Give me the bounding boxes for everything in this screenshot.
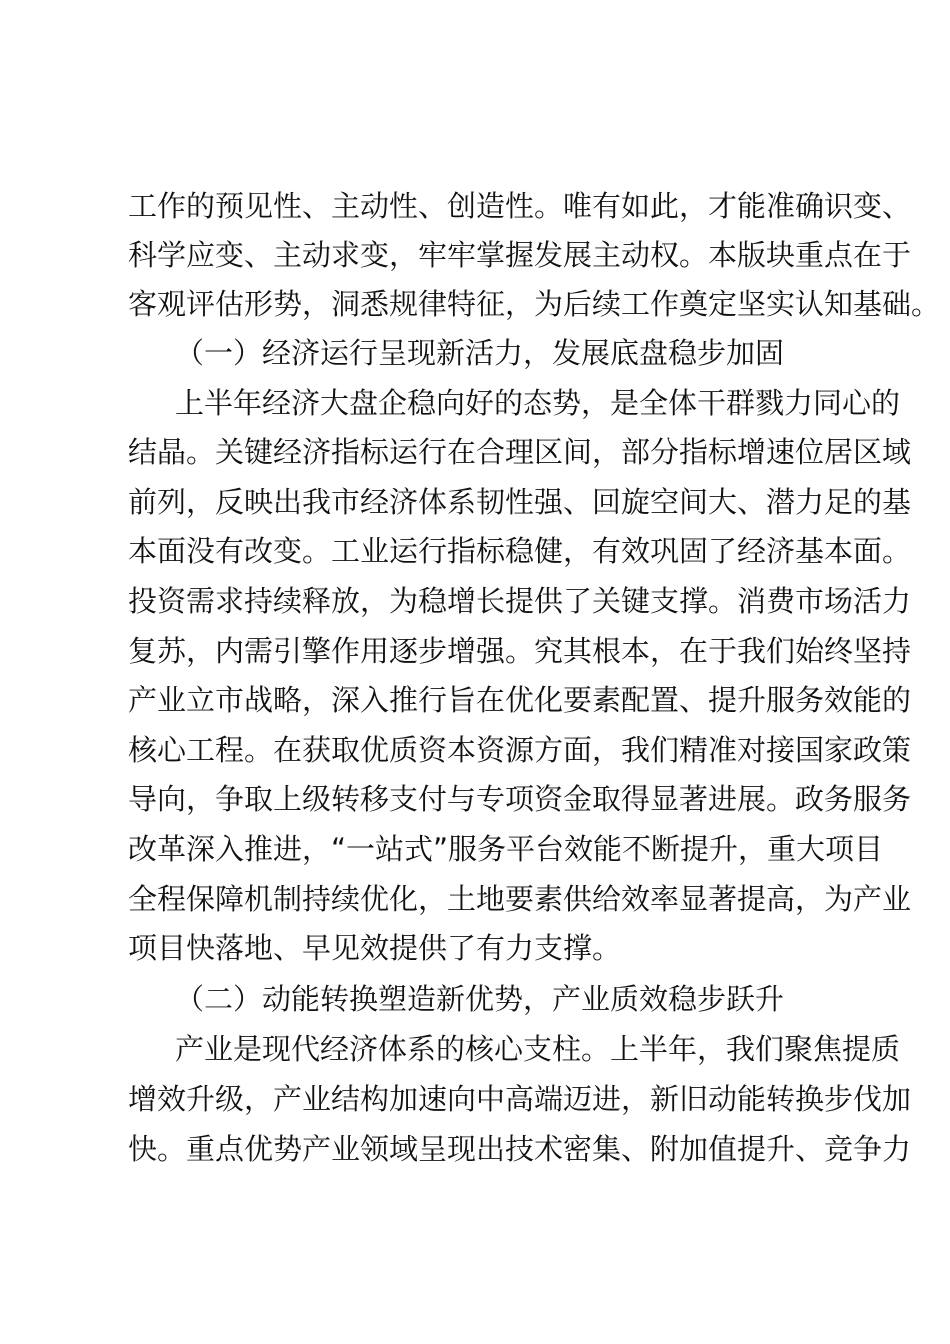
paragraph-line: 投资需求持续释放，为稳增长提供了关键支撑。消费市场活力	[128, 584, 912, 618]
section-heading: （二）动能转换塑造新优势，产业质效稳步跃升	[175, 982, 785, 1016]
paragraph-line: 工作的预见性、主动性、创造性。唯有如此，才能准确识变、	[128, 189, 912, 223]
section-heading: （一）经济运行呈现新活力，发展底盘稳步加固	[175, 336, 785, 370]
paragraph-line: 增效升级，产业结构加速向中高端迈进，新旧动能转换步伐加	[128, 1082, 912, 1116]
paragraph-line: 复苏，内需引擎作用逐步增强。究其根本，在于我们始终坚持	[128, 634, 912, 668]
paragraph-line: 快。重点优势产业领域呈现出技术密集、附加值提升、竞争力	[128, 1132, 912, 1166]
paragraph-line: 改革深入推进，“一站式”服务平台效能不断提升，重大项目	[128, 832, 884, 866]
paragraph-line: 客观评估形势，洞悉规律特征，为后续工作奠定坚实认知基础。	[128, 287, 941, 321]
paragraph-line: 产业立市战略，深入推行旨在优化要素配置、提升服务效能的	[128, 683, 912, 717]
paragraph-line: 核心工程。在获取优质资本资源方面，我们精准对接国家政策	[128, 733, 912, 767]
paragraph-line: 前列，反映出我市经济体系韧性强、回旋空间大、潜力足的基	[128, 485, 912, 519]
paragraph-line: 产业是现代经济体系的核心支柱。上半年，我们聚焦提质	[175, 1032, 901, 1066]
paragraph-line: 结晶。关键经济指标运行在合理区间，部分指标增速位居区域	[128, 435, 912, 469]
paragraph-line: 导向，争取上级转移支付与专项资金取得显著进展。政务服务	[128, 782, 912, 816]
paragraph-line: 上半年经济大盘企稳向好的态势，是全体干群戮力同心的	[175, 386, 901, 420]
paragraph-line: 本面没有改变。工业运行指标稳健，有效巩固了经济基本面。	[128, 534, 912, 568]
paragraph-line: 全程保障机制持续优化，土地要素供给效率显著提高，为产业	[128, 882, 912, 916]
paragraph-line: 科学应变、主动求变，牢牢掌握发展主动权。本版块重点在于	[128, 238, 912, 272]
paragraph-line: 项目快落地、早见效提供了有力支撑。	[128, 931, 622, 965]
